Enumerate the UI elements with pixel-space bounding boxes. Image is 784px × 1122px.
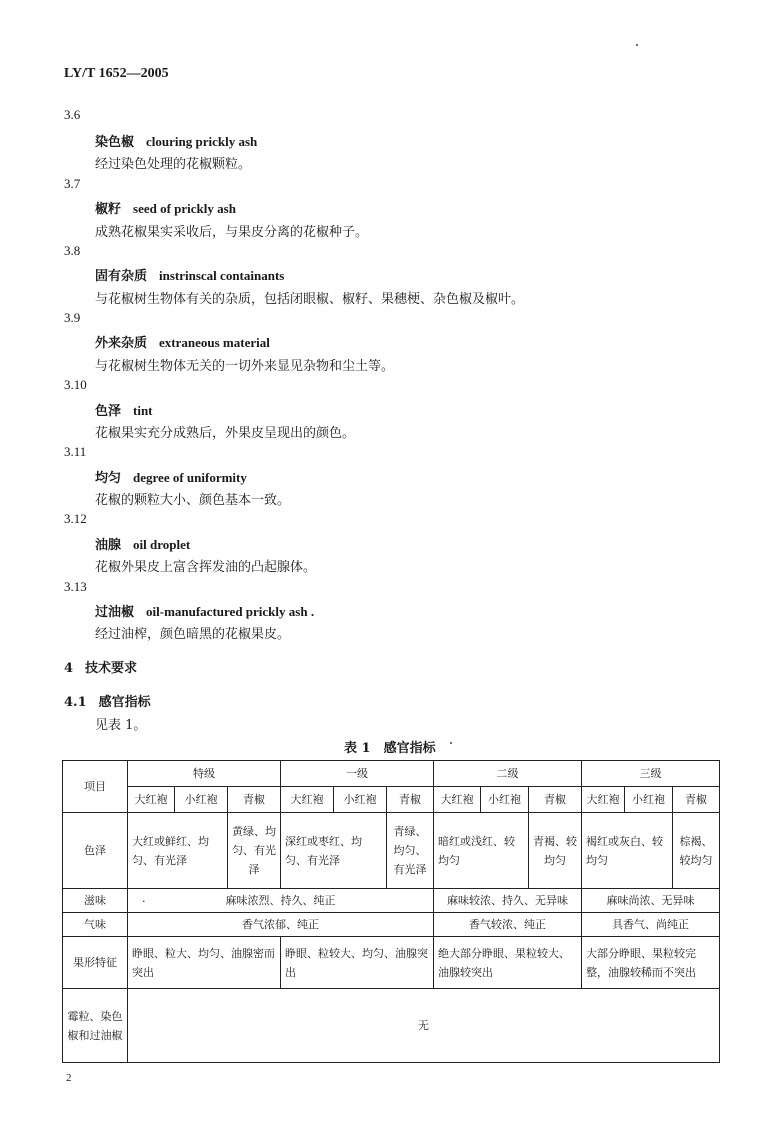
table-cell: 睁眼、粒较大、均匀、油腺突出 — [281, 937, 434, 989]
term-title — [95, 467, 247, 486]
section-heading — [64, 657, 137, 676]
table-cell: 麻味尚浓、无异味 — [582, 889, 720, 913]
variety-header-cell: 小红袍 — [175, 787, 228, 813]
grade-second-header: 二级 — [434, 761, 582, 787]
variety-header-cell: 小红袍 — [625, 787, 673, 813]
clause-number: 3.11 — [64, 444, 87, 459]
term-title — [95, 534, 190, 553]
term-definition: 成熟花椒果实采收后，与果皮分离的花椒种子。 — [95, 225, 369, 240]
term-en: tint — [133, 403, 153, 418]
table-caption: 表 1 感官指标 — [344, 741, 436, 756]
clause-number: 3.9 — [64, 310, 81, 325]
section-number: 4 — [64, 661, 74, 676]
grade-third-header: 三级 — [582, 761, 720, 787]
row-label-smell: 气味 — [63, 913, 128, 937]
table-cell: 香气浓郁、纯正 — [128, 913, 434, 937]
variety-header-cell: 小红袍 — [481, 787, 529, 813]
table-cell: 大红或鲜红、均匀、有光泽 — [128, 813, 228, 889]
taste-grade-special-first: 麻味浓烈、持久、纯正 — [225, 894, 336, 907]
clause-number: 3.8 — [64, 243, 81, 258]
table-cell: 绝大部分睁眼、果粒较大、油腺较突出 — [434, 937, 582, 989]
term-en: clouring prickly ash — [146, 134, 258, 149]
term-en: seed of prickly ash — [133, 201, 236, 216]
clause-number: 3.13 — [64, 579, 87, 594]
term-title — [95, 400, 153, 419]
term-zh: 过油椒 — [95, 605, 135, 620]
variety-header-cell: 大红袍 — [582, 787, 625, 813]
term-title — [95, 265, 284, 284]
term-zh: 椒籽 — [95, 202, 122, 217]
term-zh: 均匀 — [95, 471, 122, 486]
term-zh: 油腺 — [95, 538, 122, 553]
term-zh: 外来杂质 — [95, 336, 148, 351]
term-en: oil-manufactured prickly ash . — [146, 604, 315, 619]
variety-header-cell: 大红袍 — [281, 787, 334, 813]
subsection-number: 4.1 — [64, 695, 87, 710]
sensory-index-table — [62, 760, 720, 1063]
variety-header-cell: 青椒 — [673, 787, 720, 813]
table-cell: 大部分睁眼、果粒较完整，油腺较稀而不突出 — [582, 937, 720, 989]
table-cell: 青绿、均匀、有光泽 — [387, 813, 434, 889]
variety-header-cell: 青椒 — [529, 787, 582, 813]
variety-header-cell: 大红袍 — [434, 787, 481, 813]
scan-speck — [636, 44, 638, 46]
term-zh: 染色椒 — [95, 135, 135, 150]
table-cell: 青褐、较均匀 — [529, 813, 582, 889]
term-title — [95, 198, 236, 217]
term-title — [95, 131, 257, 150]
subsection-title: 感官指标 — [98, 695, 151, 710]
row-label-color: 色泽 — [63, 813, 128, 889]
term-definition: 花椒外果皮上富含挥发油的凸起腺体。 — [95, 560, 317, 575]
term-definition: 花椒果实充分成熟后，外果皮呈现出的颜色。 — [95, 426, 356, 441]
table-cell: 褐红或灰白、较均匀 — [582, 813, 673, 889]
term-en: degree of uniformity — [133, 470, 247, 485]
clause-number: 3.12 — [64, 511, 87, 526]
term-definition: 经过染色处理的花椒颗粒。 — [95, 157, 252, 172]
term-definition: 与花椒树生物体无关的一切外来显见杂物和尘土等。 — [95, 359, 395, 374]
clause-number: 3.6 — [64, 107, 81, 122]
term-title — [95, 601, 314, 620]
table-cell: 黄绿、均匀、有光泽 — [228, 813, 281, 889]
table-cell: 具香气、尚纯正 — [582, 913, 720, 937]
table-cell: 深红或枣红、均匀、有光泽 — [281, 813, 387, 889]
scan-speck — [450, 742, 452, 744]
table-cell — [128, 889, 434, 913]
row-label-mold: 霉粒、染色椒和过油椒 — [63, 989, 128, 1063]
term-en: extraneous material — [159, 335, 270, 350]
page-number: 2 — [66, 1072, 72, 1084]
clause-number: 3.10 — [64, 377, 87, 392]
grade-special-header: 特级 — [128, 761, 281, 787]
section-title: 技术要求 — [85, 661, 138, 676]
table-cell: 棕褐、较均匀 — [673, 813, 720, 889]
variety-header-cell: 青椒 — [228, 787, 281, 813]
table-cell: 无 — [128, 989, 720, 1063]
term-en: oil droplet — [133, 537, 191, 552]
term-definition: 与花椒树生物体有关的杂质，包括闭眼椒、椒籽、果穗梗、杂色椒及椒叶。 — [95, 292, 525, 307]
term-zh: 固有杂质 — [95, 269, 148, 284]
variety-header-cell: 大红袍 — [128, 787, 175, 813]
table-cell: 暗红或浅红、较均匀 — [434, 813, 529, 889]
grade-first-header: 一级 — [281, 761, 434, 787]
item-header-cell: 项目 — [63, 761, 128, 813]
row-label-shape: 果形特征 — [63, 937, 128, 989]
scan-mark: . — [142, 892, 146, 905]
row-label-taste: 滋味 — [63, 889, 128, 913]
term-definition: 经过油榨，颜色暗黑的花椒果皮。 — [95, 627, 291, 642]
subsection-heading — [64, 691, 151, 710]
term-zh: 色泽 — [95, 404, 122, 419]
table-reference: 见表 1。 — [95, 718, 147, 733]
clause-number: 3.7 — [64, 176, 81, 191]
term-title — [95, 332, 270, 351]
table-cell: 麻味较浓、持久、无异味 — [434, 889, 582, 913]
table-cell: 香气较浓、纯正 — [434, 913, 582, 937]
document-code-header: LY/T 1652—2005 — [64, 66, 169, 81]
term-en: instrinscal containants — [159, 268, 285, 283]
term-definition: 花椒的颗粒大小、颜色基本一致。 — [95, 493, 291, 508]
table-cell: 睁眼、粒大、均匀、油腺密而突出 — [128, 937, 281, 989]
variety-header-cell: 小红袍 — [334, 787, 387, 813]
variety-header-cell: 青椒 — [387, 787, 434, 813]
